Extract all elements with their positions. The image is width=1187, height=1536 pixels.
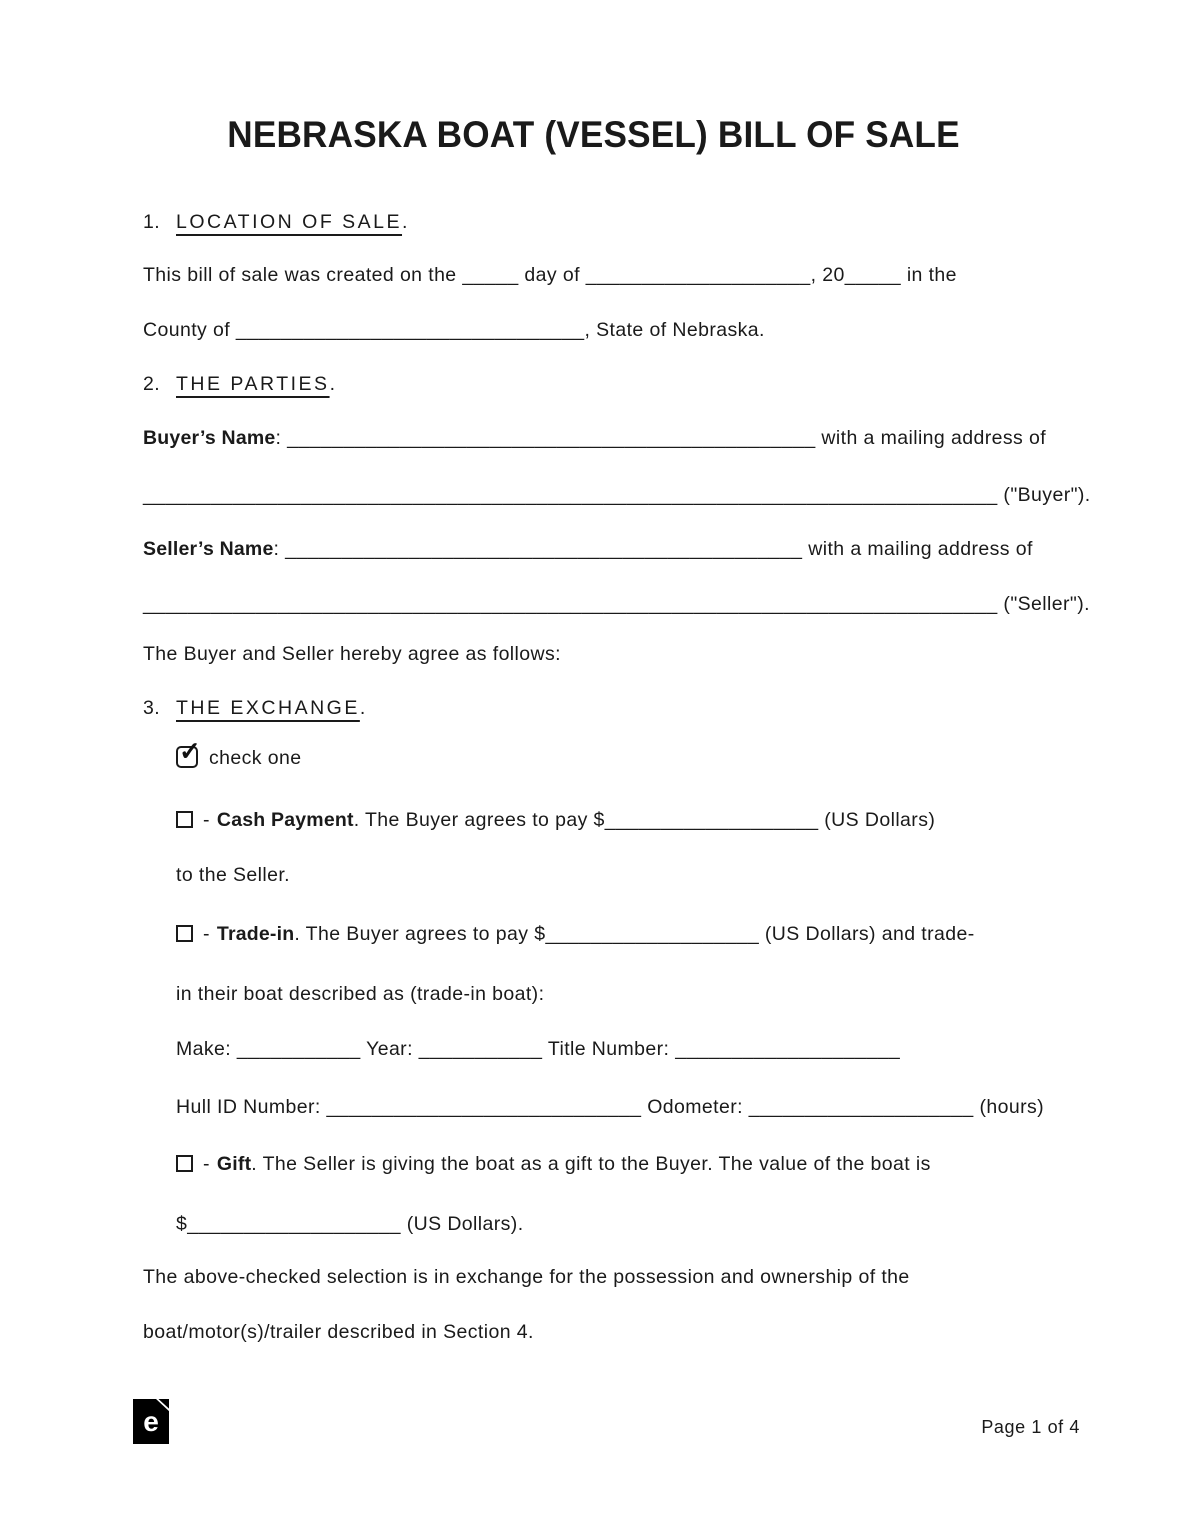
buyer-name-label: Buyer’s Name bbox=[143, 427, 276, 449]
trade-in-line-2: in their boat described as (trade-in boat): bbox=[176, 983, 545, 1005]
section-3-heading-period: . bbox=[359, 697, 366, 719]
gift-line-2: $___________________ (US Dollars). bbox=[176, 1213, 524, 1235]
trade-in-label: Trade-in bbox=[216, 923, 295, 945]
cash-payment-row bbox=[176, 807, 935, 833]
gift-label: Gift bbox=[216, 1153, 252, 1175]
agreement-line: The Buyer and Seller hereby agree as follows: bbox=[143, 643, 561, 665]
closing-line-1: The above-checked selection is in exchange for the possession and ownership of the bbox=[143, 1266, 910, 1288]
section-1-heading: LOCATION OF SALE bbox=[176, 211, 403, 233]
page-title: NEBRASKA BOAT (VESSEL) BILL OF SALE bbox=[227, 114, 960, 155]
cash-payment-checkbox[interactable] bbox=[176, 811, 193, 828]
section-2-heading-period: . bbox=[329, 373, 336, 395]
section-1-heading-period: . bbox=[402, 211, 408, 233]
section-1-number: 1. bbox=[143, 211, 161, 233]
buyer-name-blank: : _______________________________________________ with a mailing address of bbox=[275, 427, 1047, 449]
section-2-heading: THE PARTIES bbox=[176, 373, 330, 395]
seller-name-label: Seller’s Name bbox=[143, 538, 274, 560]
section-3-heading-row bbox=[143, 695, 366, 721]
section-3-heading: THE EXCHANGE bbox=[176, 697, 360, 719]
buyer-address-line: ____________________________________________________________________________ ("Buyer"). bbox=[143, 484, 1091, 506]
seller-address-line: ____________________________________________________________________________ ("Seller"). bbox=[143, 593, 1090, 615]
section-1-heading-row bbox=[143, 209, 408, 235]
buyer-name-line bbox=[143, 425, 1046, 451]
page-number: Page 1 of 4 bbox=[981, 1417, 1080, 1437]
eforms-logo-letter: e bbox=[143, 1406, 159, 1437]
trade-in-row bbox=[176, 921, 975, 947]
checked-checkbox bbox=[176, 736, 202, 768]
check-one-row bbox=[176, 736, 302, 771]
location-line-2: County of _______________________________, State of Nebraska. bbox=[143, 319, 765, 341]
location-line-1: This bill of sale was created on the _____ day of ____________________, 20_____ in the bbox=[143, 264, 957, 286]
section-2-number: 2. bbox=[143, 373, 161, 395]
gift-text: . The Seller is giving the boat as a gift to the Buyer. The value of the boat is bbox=[251, 1153, 931, 1175]
gift-checkbox[interactable] bbox=[176, 1155, 193, 1172]
trade-in-fields-line-1: Make: ___________ Year: ___________ Title Number: ____________________ bbox=[176, 1038, 901, 1060]
cash-payment-text: . The Buyer agrees to pay $___________________ (US Dollars) bbox=[353, 809, 936, 831]
checkmark-icon: ✓ bbox=[179, 736, 202, 766]
gift-row bbox=[176, 1151, 931, 1177]
seller-name-blank: : ______________________________________________ with a mailing address of bbox=[273, 538, 1033, 560]
seller-name-line bbox=[143, 536, 1033, 562]
trade-in-checkbox[interactable] bbox=[176, 925, 193, 942]
section-3-number: 3. bbox=[143, 697, 161, 719]
closing-line-2: boat/motor(s)/trailer described in Section 4. bbox=[143, 1321, 534, 1343]
trade-option-dash: - bbox=[203, 923, 210, 945]
check-one-label: check one bbox=[209, 747, 302, 769]
cash-payment-line-2: to the Seller. bbox=[176, 864, 291, 886]
section-2-heading-row bbox=[143, 371, 335, 397]
cash-option-dash: - bbox=[203, 809, 210, 831]
trade-in-text: . The Buyer agrees to pay $___________________ (US Dollars) and trade- bbox=[294, 923, 975, 945]
trade-in-fields-line-2: Hull ID Number: ____________________________ Odometer: ____________________ (hours) bbox=[176, 1096, 1045, 1118]
gift-option-dash: - bbox=[203, 1153, 210, 1175]
eforms-logo bbox=[133, 1399, 169, 1444]
cash-payment-label: Cash Payment bbox=[216, 809, 354, 831]
